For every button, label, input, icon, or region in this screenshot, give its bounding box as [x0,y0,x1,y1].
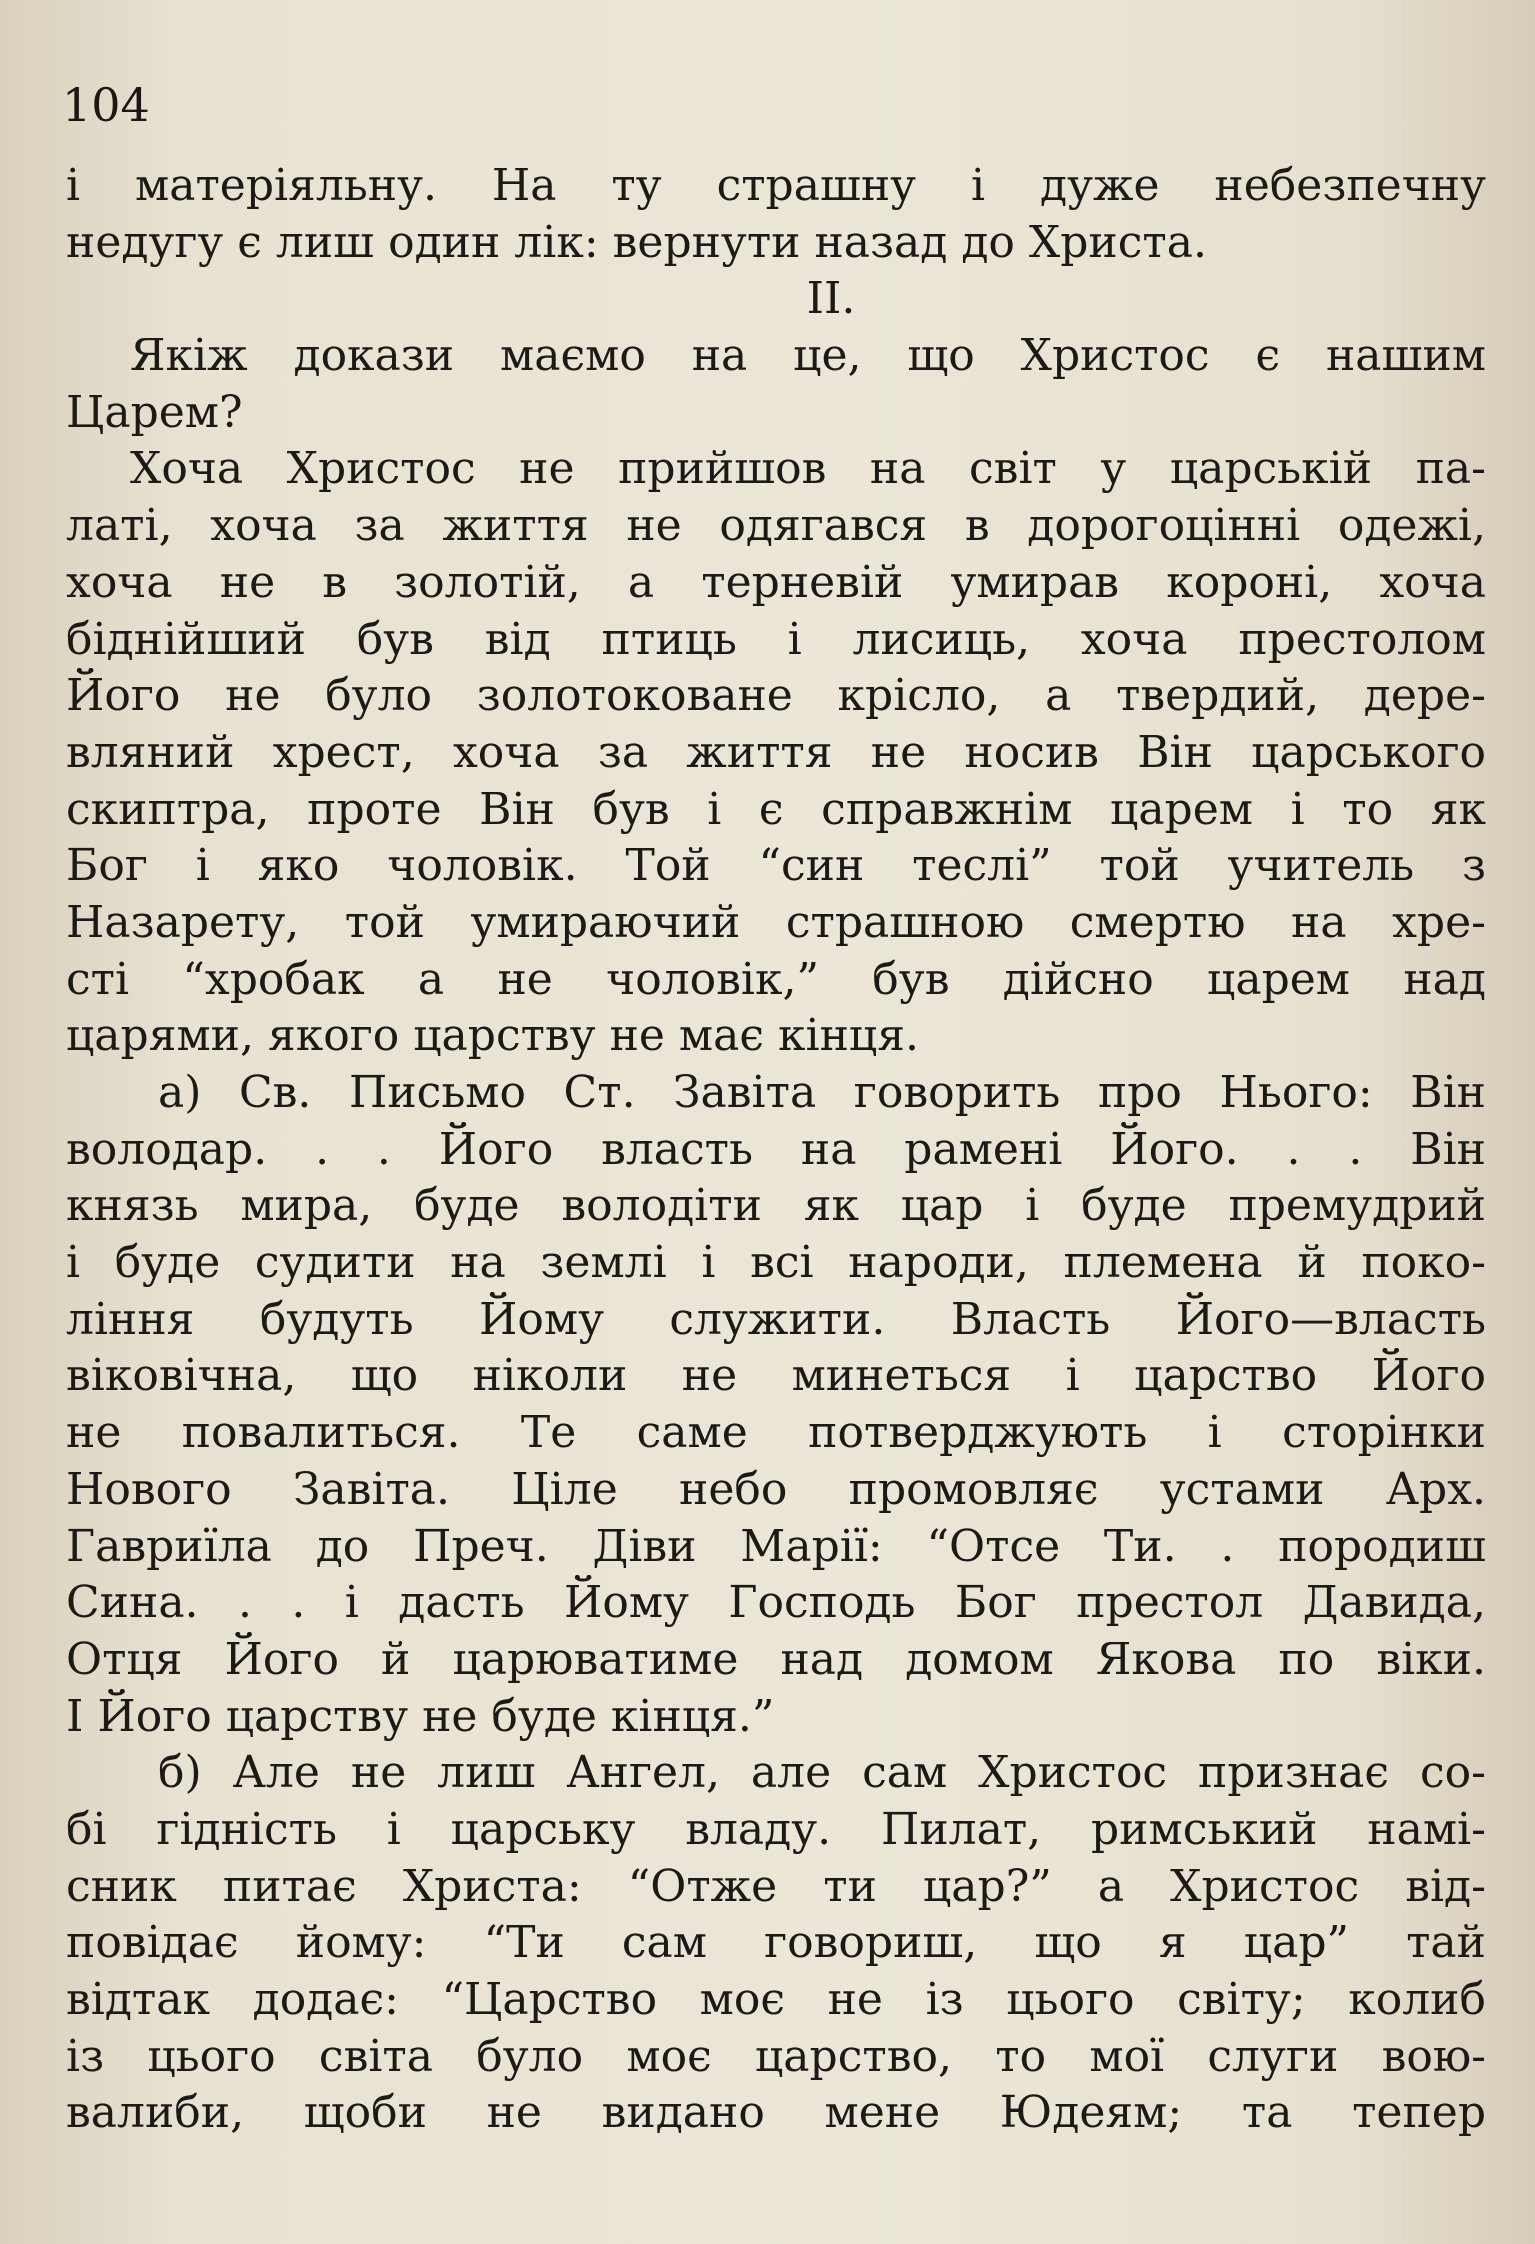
text-line: Назарету, той умираючий страшною смертю на хре- [66,896,1486,948]
text-line: віковічна, що ніколи не минеться і царство Його [66,1350,1486,1402]
text-line: Отця Його й царюватиме над домом Якова по віки. [66,1633,1486,1685]
text-line: бі гідність і царську владу. Пилат, римський намі- [66,1803,1486,1855]
text-line: володар. . . Його власть на рамені Його. . . Він [66,1123,1486,1175]
text-line: біднійший був від птиць і лисиць, хоча престолом [66,613,1486,665]
text-line: Гавриїла до Преч. Діви Марії: “Отсе Ти. . породиш [66,1520,1486,1572]
text-line: недугу є лиш один лік: вернути назад до Христа. [66,216,1207,268]
text-line: сник питає Христа: “Отже ти цар?” а Христос від- [66,1860,1486,1912]
text-line: і буде судити на землі і всі народи, племена й поко- [66,1237,1486,1289]
text-line: царями, якого царству не має кінця. [66,1010,919,1062]
body-text [66,158,1486,2142]
text-line: І Його царству не буде кінця.” [66,1690,775,1742]
text-line: хоча не в золотій, а терневій умирав короні, хоча [66,556,1486,608]
text-line: із цього світа було моє царство, то мої слуги вою- [66,2030,1486,2082]
text-line: відтак додає: “Царство моє не із цього світу; колиб [66,1974,1486,2025]
text-line: повідає йому: “Ти сам говориш, що я цар” тай [66,1917,1486,1969]
text-line: ління будуть Йому служити. Власть Його—власть [66,1293,1486,1345]
text-line: валиби, щоби не видано мене Юдеям; та тепер [66,2087,1486,2139]
text-line: вляний хрест, хоча за життя не носив Він царського [66,726,1486,778]
text-line: б) Але не лиш Ангел, але сам Христос признає со- [158,1747,1486,1799]
text-line: Якіж докази маємо на це, що Христос є нашим [130,330,1486,382]
text-line: II. [806,273,856,325]
text-line: і матеріяльну. На ту страшну і дуже небезпечну [66,160,1486,211]
page-number: 104 [62,78,150,132]
text-line: не повалиться. Те саме потверджують і сторінки [66,1407,1486,1459]
text-line: латі, хоча за життя не одягався в дорогоцінні одежі, [66,500,1486,552]
text-line: Царем? [66,386,243,438]
text-line: Бог і яко чоловік. Той “син теслі” той учитель з [66,840,1486,892]
text-line: Його не було золотоковане крісло, а твердий, дере- [66,670,1486,722]
text-line: Нового Завіта. Ціле небо промовляє устами Арх. [66,1463,1486,1515]
text-line: скиптра, проте Він був і є справжнім царем і то як [66,783,1486,835]
text-line: сті “хробак а не чоловік,” був дійсно царем над [66,953,1486,1005]
text-line: князь мира, буде володіти як цар і буде премудрий [66,1180,1486,1232]
text-line: Сина. . . і дасть Йому Господь Бог престол Давида, [66,1577,1486,1629]
text-line: Хоча Христос не прийшов на світ у царській па- [130,443,1486,495]
text-line: а) Св. Письмо Ст. Завіта говорить про Нього: Він [158,1067,1486,1118]
